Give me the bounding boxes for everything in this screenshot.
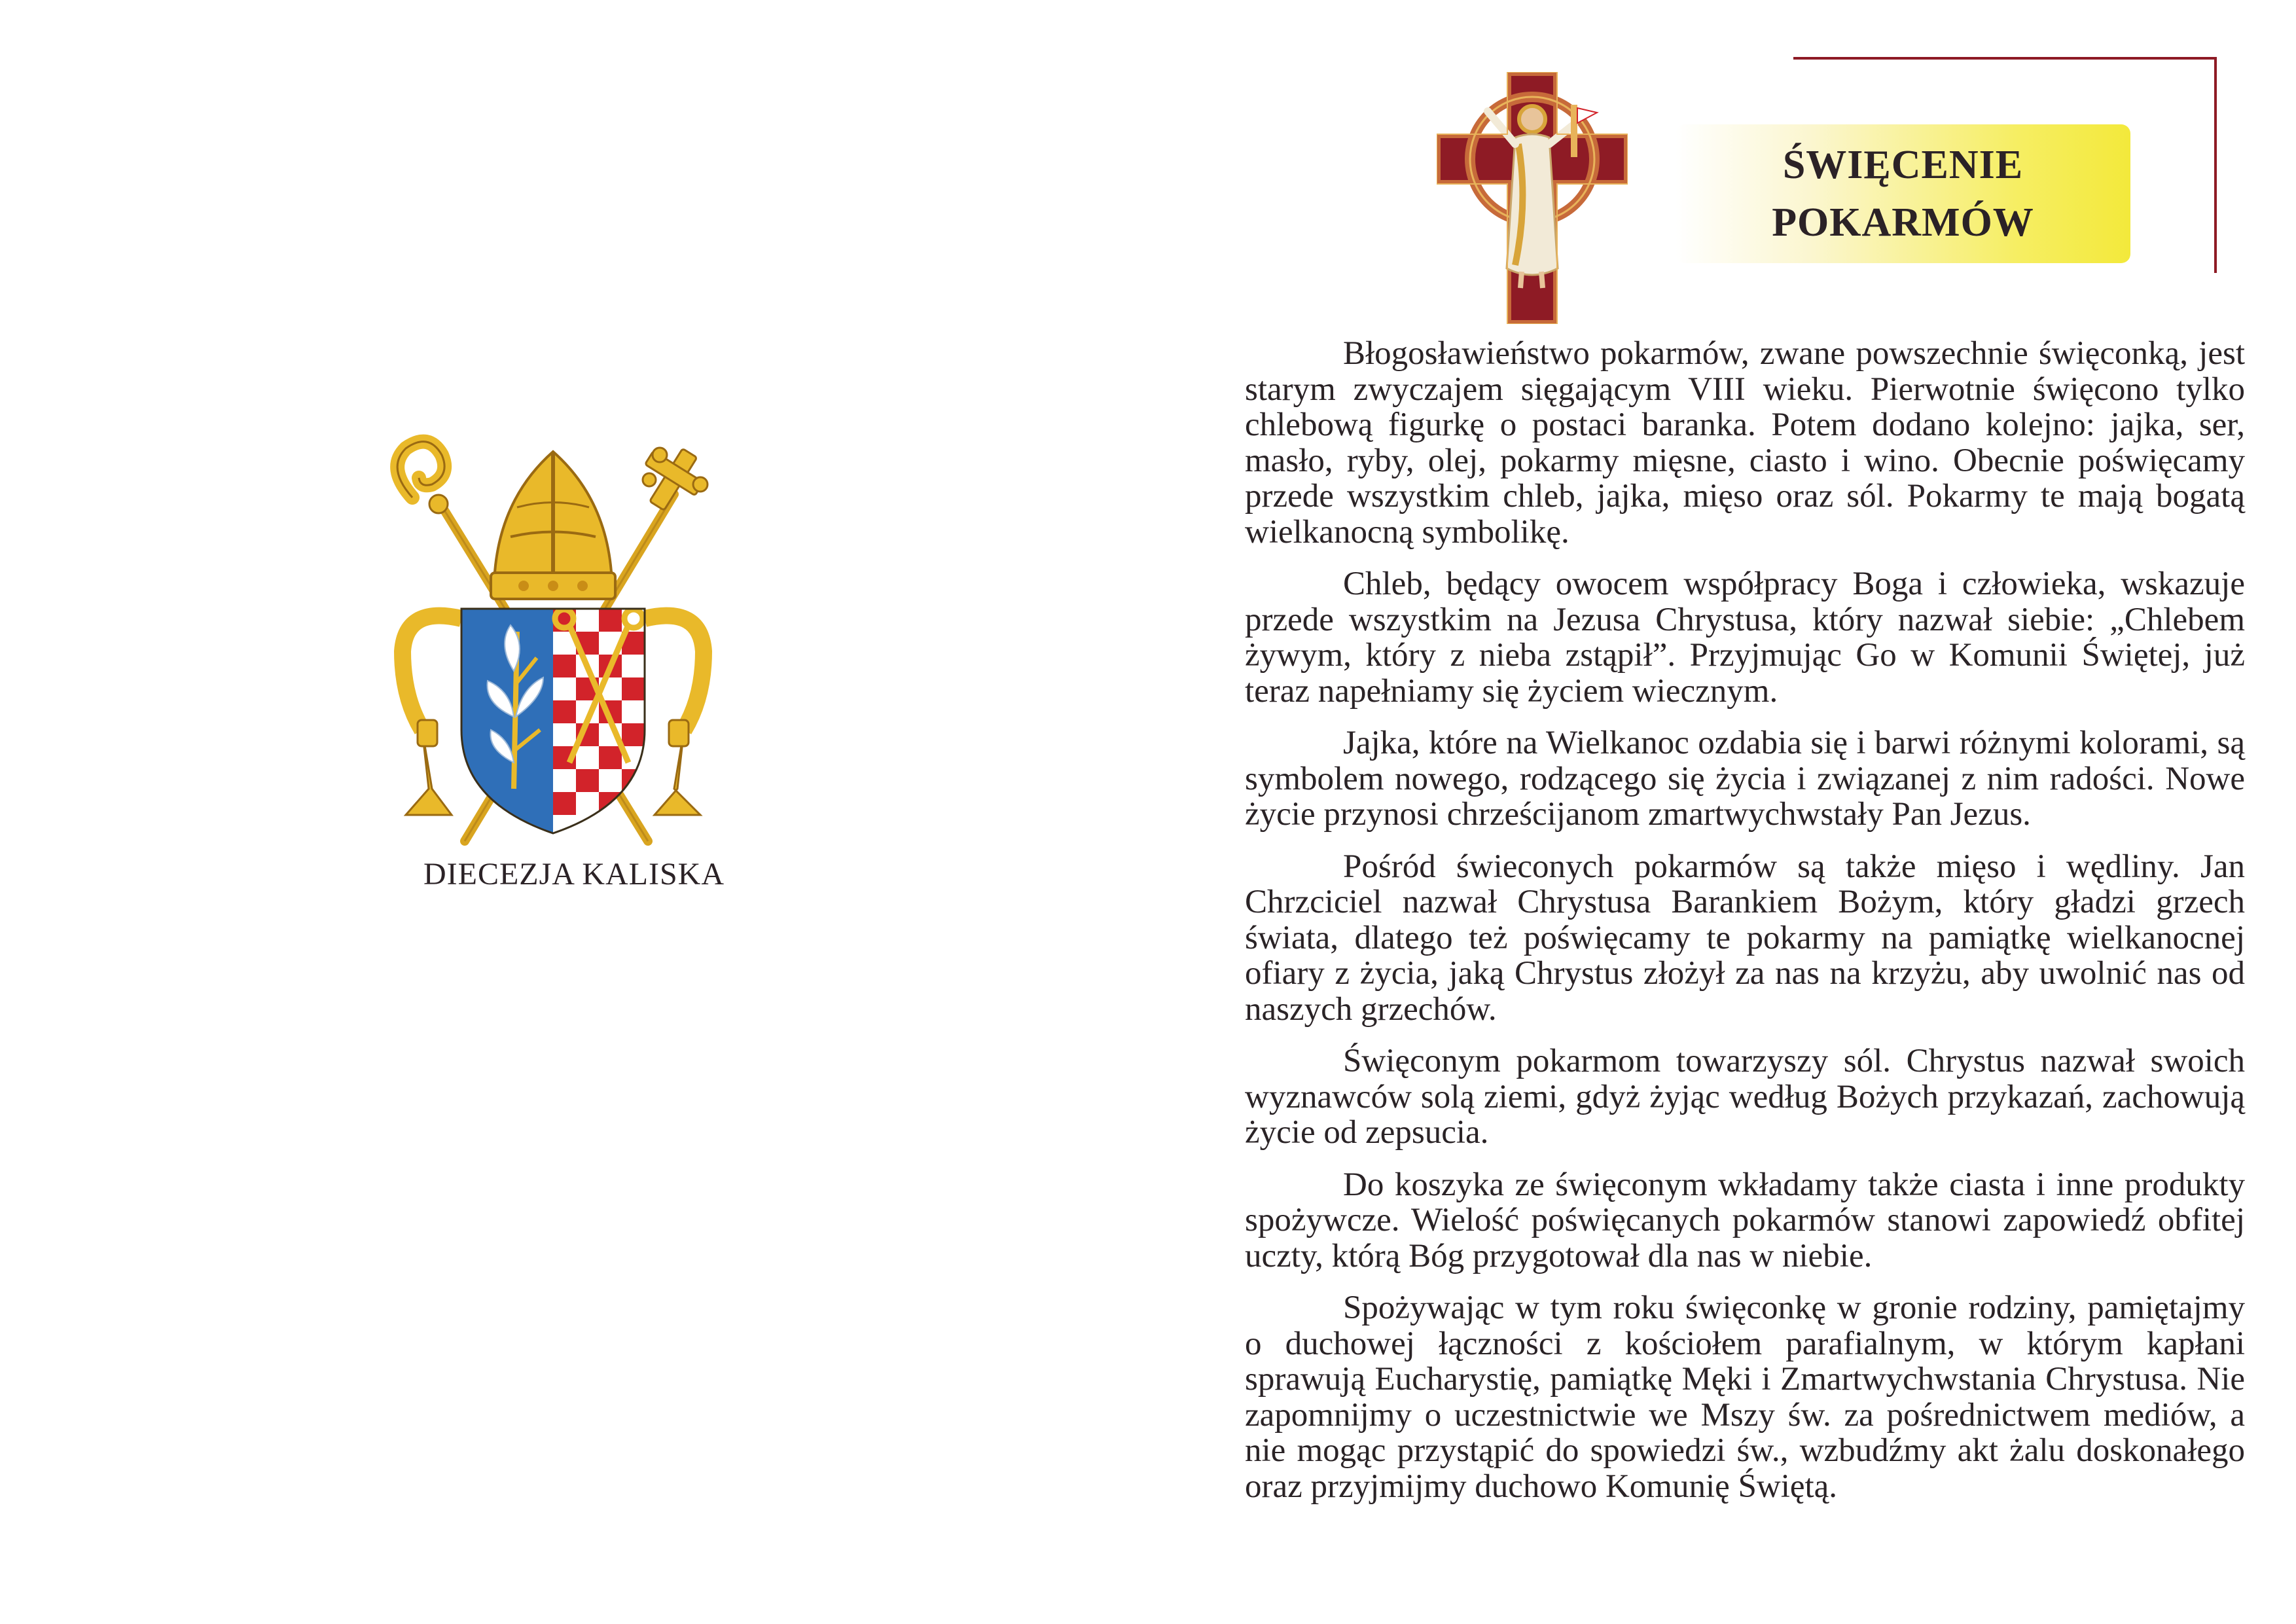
tassel-left-icon xyxy=(403,616,461,815)
coat-of-arms-icon xyxy=(367,422,740,848)
page-title-line-1: ŚWIĘCENIE xyxy=(1782,143,2024,187)
paragraph: Chleb, będący owocem współpracy Boga i człowieka, wskazuje przede wszystkim na Jezusa Chrystusa, który nazwał siebie: „Chlebem żywym, który z nieba zstąpił”. Przyjmując Go w Komunii Świętej, już teraz napełniamy się życiem wiecznym. xyxy=(1245,566,2245,710)
diocese-name: DIECEZJA KALISKA xyxy=(423,857,725,892)
body-text xyxy=(1245,336,2245,1521)
title-box xyxy=(1676,124,2130,263)
paragraph: Spożywając w tym roku święconkę w gronie rodziny, pamiętajmy o duchowej łączności z kościołem parafialnym, w którym kapłani sprawują Eucharystię, pamiątkę Męki i Zmartwychwstania Chrystusa. Nie zapomnijmy o uczestnictwie we Mszy św. za pośrednictwem mediów, a nie mogąc przystąpić do spowiedzi św., wzbudźmy akt żalu doskonałego oraz przyjmijmy duchowo Komunię Świętą. xyxy=(1245,1290,2245,1505)
paragraph: Pośród świeconych pokarmów są także mięso i wędliny. Jan Chrzciciel nazwał Chrystusa Barankiem Bożym, który gładzi grzech świata, dlatego też poświęcamy te pokarmy na pamiątkę wielkanocnej ofiary z życia, jaką Chrystus złożył za nas na krzyżu, aby uwolnić nas od naszych grzechów. xyxy=(1245,848,2245,1028)
paragraph: Jajka, które na Wielkanoc ozdabia się i barwi różnymi kolorami, są symbolem nowego, rodzącego się życia i związanej z nim radości. Nowe życie przynosi chrześcijanom zmartwychwstały Pan Jezus. xyxy=(1245,725,2245,833)
corner-line-horizontal xyxy=(1793,57,2215,60)
tassel-right-icon xyxy=(645,616,704,815)
page-title-line-2: POKARMÓW xyxy=(1772,200,2034,245)
mitre-icon xyxy=(491,452,615,599)
paragraph: Do koszyka ze święconym wkładamy także ciasta i inne produkty spożywcze. Wielość poświęcanych pokarmów stanowi zapowiedź obfitej uczty, którą Bóg przygotował dla nas w niebie. xyxy=(1245,1166,2245,1274)
paragraph: Błogosławieństwo pokarmów, zwane powszechnie święconką, jest starym zwyczajem sięgającym VIII wieku. Pierwotnie święcono tylko chlebową figurkę o postaci baranka. Potem dodano kolejno: jajka, ser, masło, ryby, olej, pokarmy mięsne, ciasto i wino. Obecnie poświęcamy przede wszystkim chleb, jajka, mięso oraz sól. Pokarmy te mają bogatą wielkanocną symbolikę. xyxy=(1245,335,2245,550)
cross-icon xyxy=(1437,72,1628,324)
crozier-icon xyxy=(397,442,448,513)
corner-line-vertical xyxy=(2214,57,2217,273)
paragraph: Święconym pokarmom towarzyszy sól. Chrystus nazwał swoich wyznawców solą ziemi, gdyż żyjąc według Bożych przykazań, zachowują życie od zepsucia. xyxy=(1245,1043,2245,1151)
